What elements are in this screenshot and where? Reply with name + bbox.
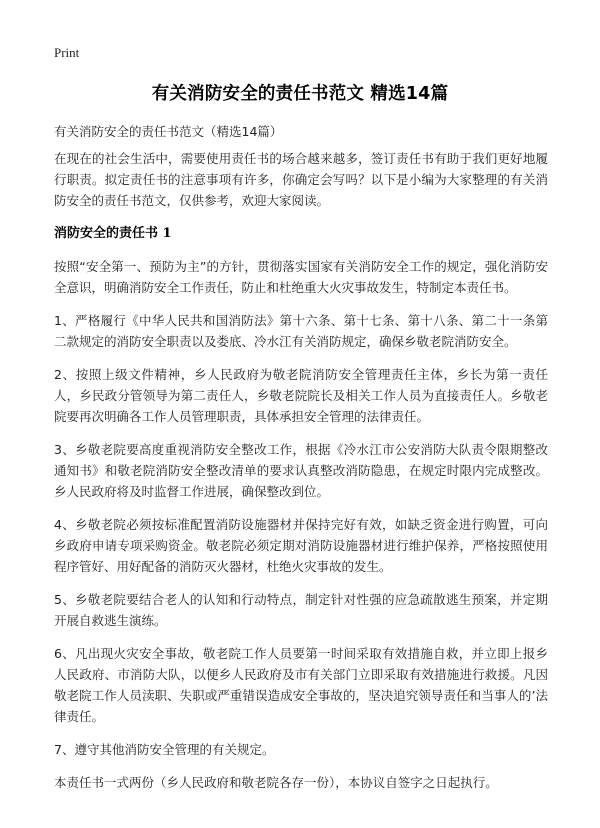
document-subtitle: 有关消防安全的责任书范文（精选14篇）: [54, 124, 283, 139]
body-paragraph: 6、凡出现火灾安全事故，敬老院工作人员要第一时间采取有效措施自救，并立即上报乡人民政府、市消防大队，以便乡人民政府及市有关部门立即采取有效措施进行救援。凡因敬老院工作人员渎职、失职或严重错误造成安全事故的，坚决追究领导责任和当事人的’法律责任。: [54, 646, 548, 724]
body-paragraph: 3、乡敬老院要高度重视消防安全整改工作，根据《冷水江市公安消防大队责令限期整改通知书》和敬老院消防安全整改清单的要求认真整改消防隐患，在规定时限内完成整改。乡人民政府将及时监督工作进展，确保整改到位。: [54, 442, 548, 499]
document-body: [54, 148, 548, 805]
print-link[interactable]: Print: [54, 45, 80, 60]
page-title: 有关消防安全的责任书范文 精选14篇: [151, 84, 449, 104]
body-paragraph: 1、严格履行《中华人民共和国消防法》第十六条、第十七条、第十八条、第二十一条第二款规定的消防安全职责以及娄底、冷水江有关消防规定，确保乡敬老院消防安全。: [54, 313, 548, 349]
body-paragraph: 7、遵守其他消防安全管理的有关规定。: [54, 742, 275, 757]
body-paragraph: 2、按照上级文件精神，乡人民政府为敬老院消防安全管理责任主体，乡长为第一责任人，乡民政分管领导为第二责任人，乡敬老院院长及相关工作人员为直接责任人。乡敬老院要再次明确各工作人员管理职责，具体承担安全管理的法律责任。: [54, 367, 548, 424]
body-paragraph: 本责任书一式两份（乡人民政府和敬老院各存一份），本协议自签字之日起执行。: [54, 775, 498, 790]
body-paragraph: 5、乡敬老院要结合老人的认知和行动特点，制定针对性强的应急疏散逃生预案，并定期开展自救逃生演练。: [54, 592, 548, 628]
body-paragraph: 4、乡敬老院必须按标准配置消防设施器材并保持完好有效，如缺乏资金进行购置，可向乡政府申请专项采购资金。敬老院必须定期对消防设施器材进行维护保养，严格按照使用程序管好、用好配备的消防灭火器材，杜绝火灾事故的发生。: [54, 517, 548, 574]
intro-paragraph: 在现在的社会生活中，需要使用责任书的场合越来越多，签订责任书有助于我们更好地履行职责。拟定责任书的注意事项有许多，你确定会写吗？以下是小编为大家整理的有关消防安全的责任书范文，仅供参考，欢迎大家阅读。: [54, 151, 548, 208]
body-paragraph: 按照“安全第一、预防为主”的方针，贯彻落实国家有关消防安全工作的规定，强化消防安全意识，明确消防安全工作责任，防止和杜绝重大火灾事故发生，特制定本责任书。: [54, 259, 548, 295]
section-heading: 消防安全的责任书 1: [54, 226, 172, 241]
